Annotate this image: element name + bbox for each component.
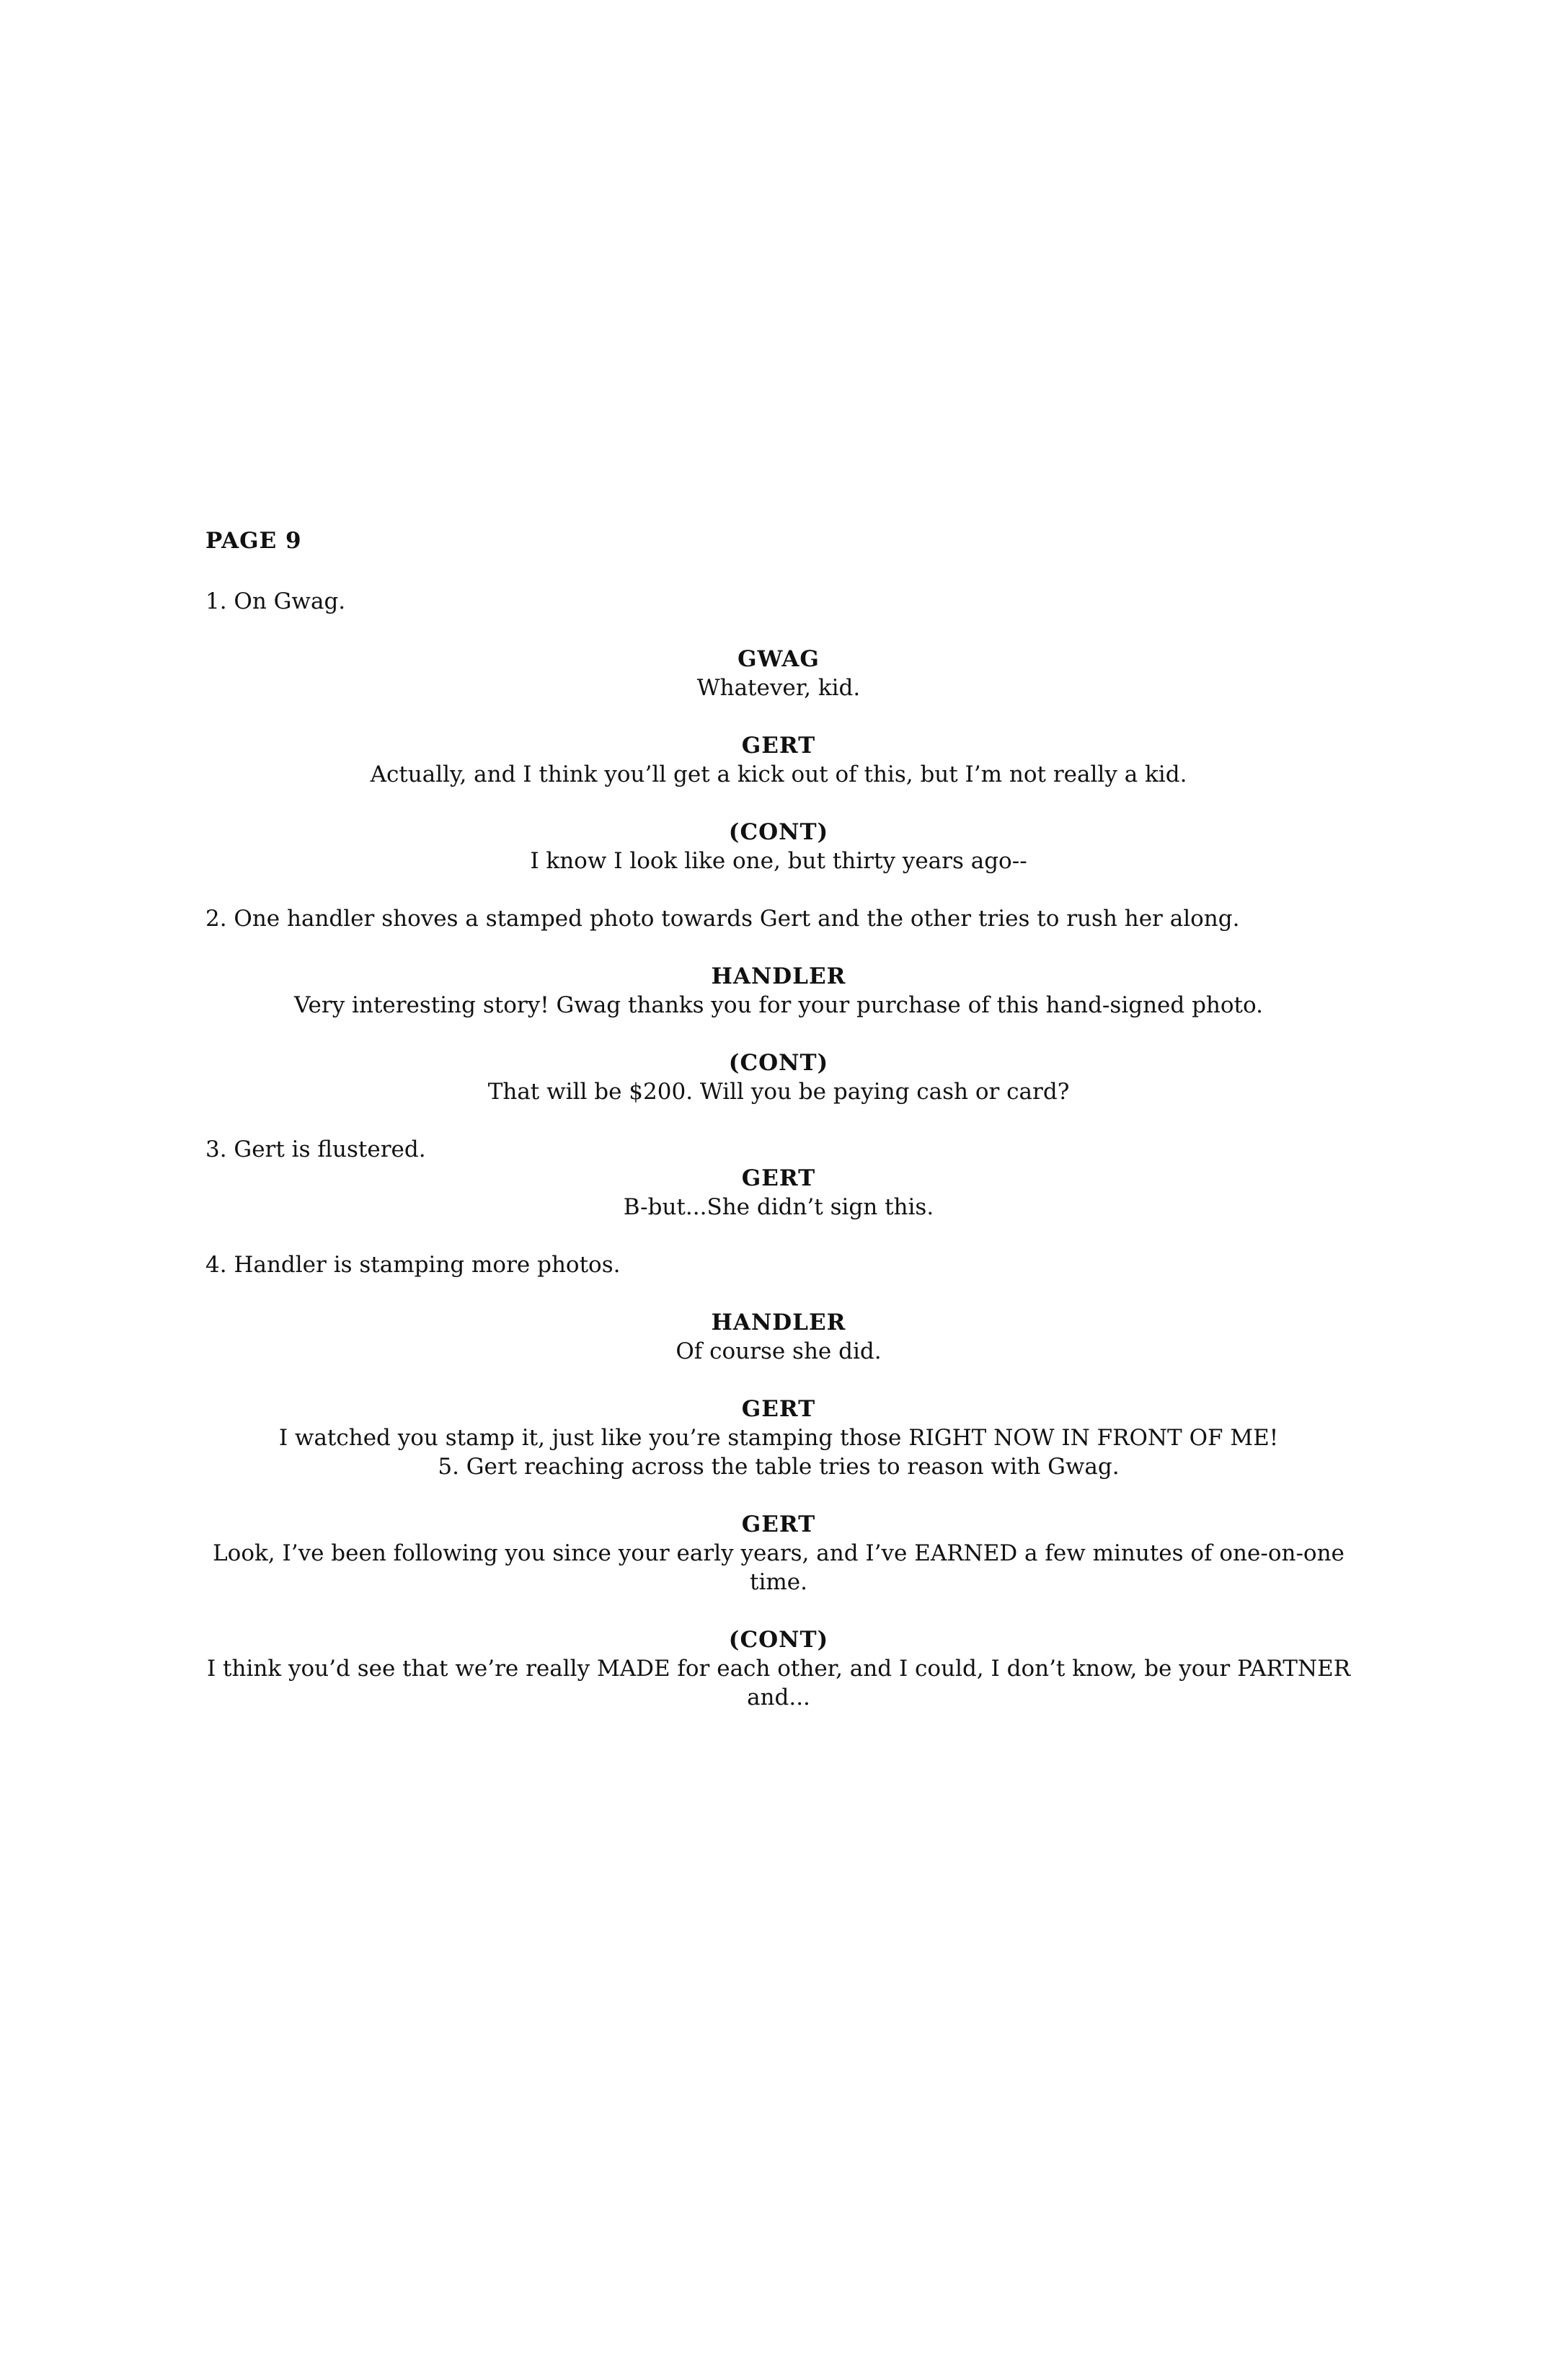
dialogue-line: I think you’d see that we’re really MADE for each other, and I could, I don’t know, be your PARTNER and...: [206, 1656, 1351, 1710]
dialogue-line: B-but...She didn’t sign this.: [623, 1194, 934, 1220]
dialogue-line: Look, I’ve been following you since your early years, and I’ve EARNED a few minutes of one-on-one time.: [213, 1540, 1345, 1595]
action-line: 1. On Gwag.: [205, 588, 346, 614]
action-line: 3. Gert is flustered.: [205, 1136, 426, 1162]
dialogue-line: Of course she did.: [676, 1338, 882, 1364]
dialogue-block: [205, 645, 1352, 702]
speaker-name: GERT: [741, 733, 816, 759]
script-page: [205, 526, 1352, 1741]
speaker-name: (CONT): [728, 1627, 829, 1653]
dialogue-block: [205, 1308, 1352, 1366]
dialogue-block: [205, 731, 1352, 789]
dialogue-block: [205, 818, 1352, 875]
dialogue-block: [205, 1049, 1352, 1106]
dialogue-block: [205, 962, 1352, 1020]
speaker-name: HANDLER: [711, 963, 846, 989]
dialogue-block: [205, 1395, 1352, 1452]
page-title: PAGE 9: [205, 528, 302, 554]
dialogue-block: [205, 1510, 1352, 1597]
dialogue-line: Whatever, kid.: [696, 675, 861, 701]
speaker-name: GERT: [741, 1396, 816, 1422]
dialogue-block: [205, 1164, 1352, 1222]
speaker-name: HANDLER: [711, 1310, 846, 1336]
speaker-name: (CONT): [728, 819, 829, 845]
action-line: 5. Gert reaching across the table tries to reason with Gwag.: [438, 1454, 1120, 1480]
speaker-name: GERT: [741, 1511, 816, 1537]
dialogue-line: That will be $200. Will you be paying cash or card?: [487, 1079, 1070, 1105]
dialogue-line: I know I look like one, but thirty years ago--: [530, 848, 1027, 874]
dialogue-line: Actually, and I think you’ll get a kick out of this, but I’m not really a kid.: [370, 761, 1187, 787]
speaker-name: (CONT): [728, 1050, 829, 1076]
dialogue-line: Very interesting story! Gwag thanks you for your purchase of this hand-signed photo.: [293, 992, 1263, 1018]
dialogue-line: I watched you stamp it, just like you’re stamping those RIGHT NOW IN FRONT OF ME!: [278, 1425, 1279, 1451]
speaker-name: GWAG: [738, 646, 820, 672]
action-line: 4. Handler is stamping more photos.: [205, 1252, 621, 1278]
dialogue-block: [205, 1625, 1352, 1712]
speaker-name: GERT: [741, 1165, 816, 1191]
action-line: 2. One handler shoves a stamped photo towards Gert and the other tries to rush her along.: [205, 906, 1240, 932]
